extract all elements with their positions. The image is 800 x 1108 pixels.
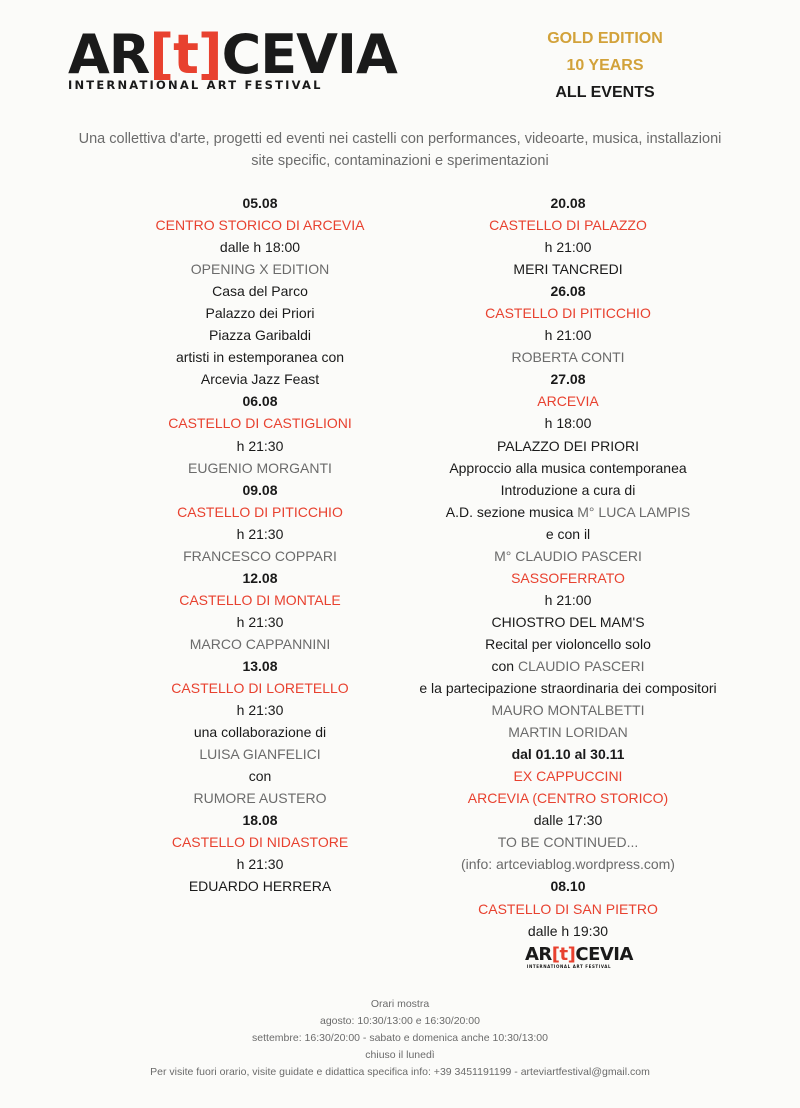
event-line-dark: h 21:00	[544, 239, 592, 256]
event-line-gray: MAURO MONTALBETTI	[491, 702, 645, 719]
event-line-place: CASTELLO DI LORETELLO	[171, 680, 349, 697]
event-line-place: EX CAPPUCCINI	[513, 768, 623, 785]
footer-august-hours: agosto: 10:30/13:00 e 16:30/20:00	[320, 1015, 480, 1027]
event-line-dark: EDUARDO HERRERA	[188, 878, 332, 895]
event-line-dark: Casa del Parco	[212, 283, 308, 300]
event-line-dark: Palazzo dei Priori	[205, 305, 315, 322]
highlighted-name: CLAUDIO PASCERI	[517, 657, 645, 674]
event-line-date: 09.08	[242, 481, 278, 498]
event-line-dark: h 21:00	[544, 327, 592, 344]
event-line-dark: e con il	[545, 525, 591, 542]
event-line-date: 05.08	[242, 195, 278, 211]
logo-subtitle: INTERNATIONAL ART FESTIVAL	[68, 78, 323, 92]
event-line-place: ARCEVIA	[537, 393, 599, 410]
event-line-dark: h 21:30	[236, 613, 284, 630]
event-line-dark: con	[248, 768, 272, 785]
event-line-dark: h 21:30	[236, 702, 284, 719]
event-line-place: CASTELLO DI CASTIGLIONI	[168, 415, 352, 432]
event-line-dark: PALAZZO DEI PRIORI	[496, 437, 640, 454]
event-line-dark: e la partecipazione straordinaria dei compositori	[419, 680, 717, 697]
event-line-dark: CHIOSTRO DEL MAM'S	[491, 613, 645, 630]
event-line-gray: LUISA GIANFELICI	[199, 746, 321, 763]
event-line-gray: M° CLAUDIO PASCERI	[494, 547, 642, 564]
intro-text: Una collettiva d'arte, progetti ed eventi nei castelli con performances, videoarte, musica, installazioni site specific, contaminazioni e sperimentazioni	[78, 131, 722, 169]
footer-info	[20, 996, 780, 1081]
event-line-date: 13.08	[242, 657, 278, 674]
event-line-gray: ROBERTA CONTI	[511, 349, 625, 366]
event-line-dark: h 21:30	[236, 437, 284, 454]
event-line-dark: Arcevia Jazz Feast	[200, 371, 320, 388]
event-line-dark: Recital per violoncello solo	[485, 635, 651, 652]
event-line-date: 08.10	[550, 878, 586, 895]
event-line-dark: dalle h 19:30	[527, 922, 609, 939]
event-line-dark: h 18:00	[544, 415, 592, 432]
footer-closed-day: chiuso il lunedì	[365, 1049, 435, 1061]
event-line-dark: h 21:30	[236, 525, 284, 542]
event-line-dark: Piazza Garibaldi	[209, 327, 311, 344]
edition-heading	[500, 25, 710, 106]
event-line-date: 20.08	[550, 195, 586, 211]
logo-wordmark: AR[t]CEVIA	[68, 23, 397, 86]
event-line-date: 18.08	[242, 812, 278, 829]
event-line-gray: (info: artceviablog.wordpress.com)	[461, 856, 675, 873]
event-line-gray: OPENING X EDITION	[190, 261, 330, 278]
event-line-place: SASSOFERRATO	[511, 569, 625, 586]
event-line-gray: RUMORE AUSTERO	[193, 790, 327, 807]
event-line-place: CASTELLO DI SAN PIETRO	[478, 900, 658, 917]
footer-title: Orari mostra	[370, 998, 430, 1010]
event-line-gray: MARTIN LORIDAN	[508, 724, 628, 741]
event-line-dark: una collaborazione di	[193, 724, 327, 741]
edition-years: 10 YEARS	[566, 57, 644, 74]
event-line-place: CASTELLO DI MONTALE	[179, 591, 341, 608]
event-line-place: CENTRO STORICO DI ARCEVIA	[155, 217, 365, 234]
festival-logo	[68, 23, 397, 92]
event-line-place: CASTELLO DI PITICCHIO	[485, 305, 651, 322]
event-line-dark: Introduzione a cura di	[500, 481, 636, 498]
event-line-dark: con CLAUDIO PASCERI	[491, 657, 645, 674]
event-line-dark: h 21:30	[236, 856, 284, 873]
event-line-place: ARCEVIA (CENTRO STORICO)	[467, 790, 669, 807]
right-events-column	[388, 192, 748, 942]
event-line-dark: MERI TANCREDI	[513, 261, 623, 278]
event-line-dark: A.D. sezione musica M° LUCA LAMPIS	[445, 503, 691, 520]
event-line-date: 06.08	[242, 393, 278, 410]
event-line-place: CASTELLO DI PALAZZO	[489, 217, 647, 234]
event-line-gray: TO BE CONTINUED...	[497, 834, 639, 851]
event-line-dark: artisti in estemporanea con	[175, 349, 345, 366]
event-line-date: 27.08	[550, 371, 586, 388]
edition-title: GOLD EDITION	[547, 30, 663, 47]
all-events-label: ALL EVENTS	[555, 84, 655, 101]
mini-logo: AR[t]CEVIA INTERNATIONAL ART FESTIVAL	[525, 944, 633, 969]
event-line-date: dal 01.10 al 30.11	[511, 746, 625, 763]
event-line-dark: h 21:00	[544, 591, 592, 608]
event-line-dark: Approccio alla musica contemporanea	[449, 459, 687, 476]
event-line-dark: dalle h 18:00	[219, 239, 301, 256]
highlighted-name: M° LUCA LAMPIS	[577, 503, 691, 520]
footer-contact: Per visite fuori orario, visite guidate e didattica specifica info: +39 3451191199 - arteviartfestival@gmail.com	[150, 1066, 650, 1078]
left-events-column	[95, 192, 425, 898]
event-line-dark: dalle 17:30	[533, 812, 603, 829]
event-line-gray: FRANCESCO COPPARI	[183, 547, 337, 564]
event-line-place: CASTELLO DI PITICCHIO	[177, 503, 343, 520]
event-line-gray: MARCO CAPPANNINI	[189, 635, 331, 652]
event-line-date: 26.08	[550, 283, 586, 300]
event-line-place: CASTELLO DI NIDASTORE	[171, 834, 349, 851]
event-line-gray: EUGENIO MORGANTI	[188, 459, 332, 476]
event-line-date: 12.08	[242, 569, 278, 586]
footer-september-hours: settembre: 16:30/20:00 - sabato e domenica anche 10:30/13:00	[252, 1032, 548, 1044]
